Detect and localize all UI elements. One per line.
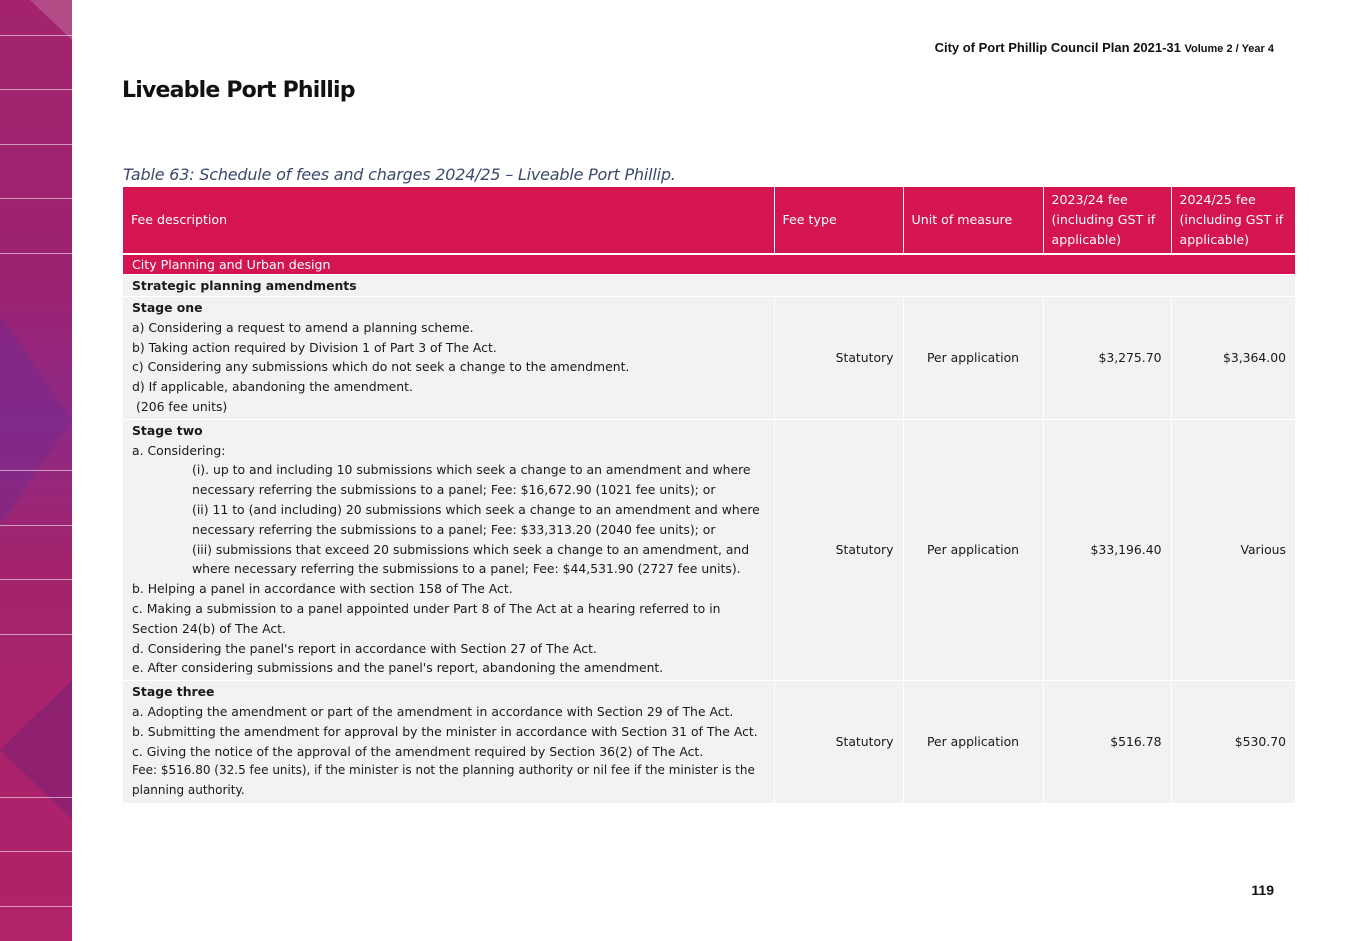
description-line: b. Helping a panel in accordance with section 158 of The Act. (132, 581, 513, 597)
unit-cell: Per application (903, 681, 1043, 804)
description-line: b. Submitting the amendment for approval by the minister in accordance with Section 31 of The Act. (132, 723, 758, 739)
document-title: City of Port Phillip Council Plan 2021-31 (934, 40, 1181, 55)
fees-table (123, 187, 1295, 804)
header-fee-type: Fee type (774, 187, 903, 254)
document-volume: Volume 2 / Year 4 (1184, 43, 1274, 55)
fee-description-cell (123, 297, 774, 420)
subheading-row (123, 275, 1295, 297)
description-line: e. After considering submissions and the panel's report, abandoning the amendment. (132, 660, 664, 676)
description-line: d. Considering the panel's report in accordance with Section 27 of The Act. (132, 640, 597, 656)
category-label: City Planning and Urban design (123, 254, 1295, 275)
table-header-row (123, 187, 1295, 254)
fee-2024-25-cell: $530.70 (1171, 681, 1295, 804)
table-row (123, 681, 1295, 804)
document-header (935, 40, 1274, 55)
description-line: c. Making a submission to a panel appointed under Part 8 of The Act at a hearing referred to in Section 24(b) of The Act. (132, 600, 721, 636)
description-subline: (i). up to and including 10 submissions which seek a change to an amendment and where necessary referring the submissions to a panel; Fee: $16,672.90 (1021 fee units); or (192, 462, 751, 498)
header-fee-2023-24: 2023/24 fee (including GST if applicable) (1043, 187, 1171, 254)
unit-cell: Per application (903, 297, 1043, 420)
description-line: c) Considering any submissions which do not seek a change to the amendment. (132, 359, 630, 375)
fee-description-cell (123, 419, 774, 680)
description-subline: (ii) 11 to (and including) 20 submissions which seek a change to an amendment and where necessary referring the submissions to a panel; Fee: $33,313.20 (2040 fee units); or (192, 501, 760, 537)
description-line: a. Adopting the amendment or part of the amendment in accordance with Section 29 of The Act. (132, 703, 734, 719)
unit-cell: Per application (903, 419, 1043, 680)
page-number: 119 (1251, 882, 1274, 898)
description-note: Fee: $516.80 (32.5 fee units), if the minister is not the planning authority or nil fee if the minister is the planning authority. (132, 763, 755, 798)
table-row (123, 419, 1295, 680)
description-subline: (iii) submissions that exceed 20 submissions which seek a change to an amendment, and where necessary referring the submissions to a panel; Fee: $44,531.90 (2727 fee units). (192, 541, 750, 577)
stage-title: Stage two (132, 422, 203, 438)
stage-title: Stage three (132, 684, 215, 700)
fee-2024-25-cell: $3,364.00 (1171, 297, 1295, 420)
header-fee-2024-25: 2024/25 fee (including GST if applicable) (1171, 187, 1295, 254)
description-line: a) Considering a request to amend a planning scheme. (132, 319, 474, 335)
fee-2023-24-cell: $3,275.70 (1043, 297, 1171, 420)
header-unit-of-measure: Unit of measure (903, 187, 1043, 254)
stage-title: Stage one (132, 300, 203, 315)
description-line: b) Taking action required by Division 1 of Part 3 of The Act. (132, 339, 497, 355)
description-line: (206 fee units) (136, 398, 228, 414)
category-row (123, 254, 1295, 275)
table-row (123, 297, 1295, 420)
description-line: c. Giving the notice of the approval of the amendment required by Section 36(2) of The Act. (132, 743, 704, 759)
description-line: a. Considering: (132, 442, 226, 458)
description-line: d) If applicable, abandoning the amendment. (132, 379, 413, 395)
decorative-sidebar (0, 0, 72, 941)
fee-2024-25-cell: Various (1171, 419, 1295, 680)
fee-type-cell: Statutory (774, 681, 903, 804)
header-fee-description: Fee description (123, 187, 774, 254)
fee-type-cell: Statutory (774, 419, 903, 680)
subheading-label: Strategic planning amendments (123, 275, 1295, 297)
fee-2023-24-cell: $516.78 (1043, 681, 1171, 804)
section-title: Liveable Port Phillip (122, 78, 355, 103)
table-caption: Table 63: Schedule of fees and charges 2024/25 – Liveable Port Phillip. (123, 165, 676, 184)
fee-type-cell: Statutory (774, 297, 903, 420)
fee-2023-24-cell: $33,196.40 (1043, 419, 1171, 680)
fee-description-cell (123, 681, 774, 804)
